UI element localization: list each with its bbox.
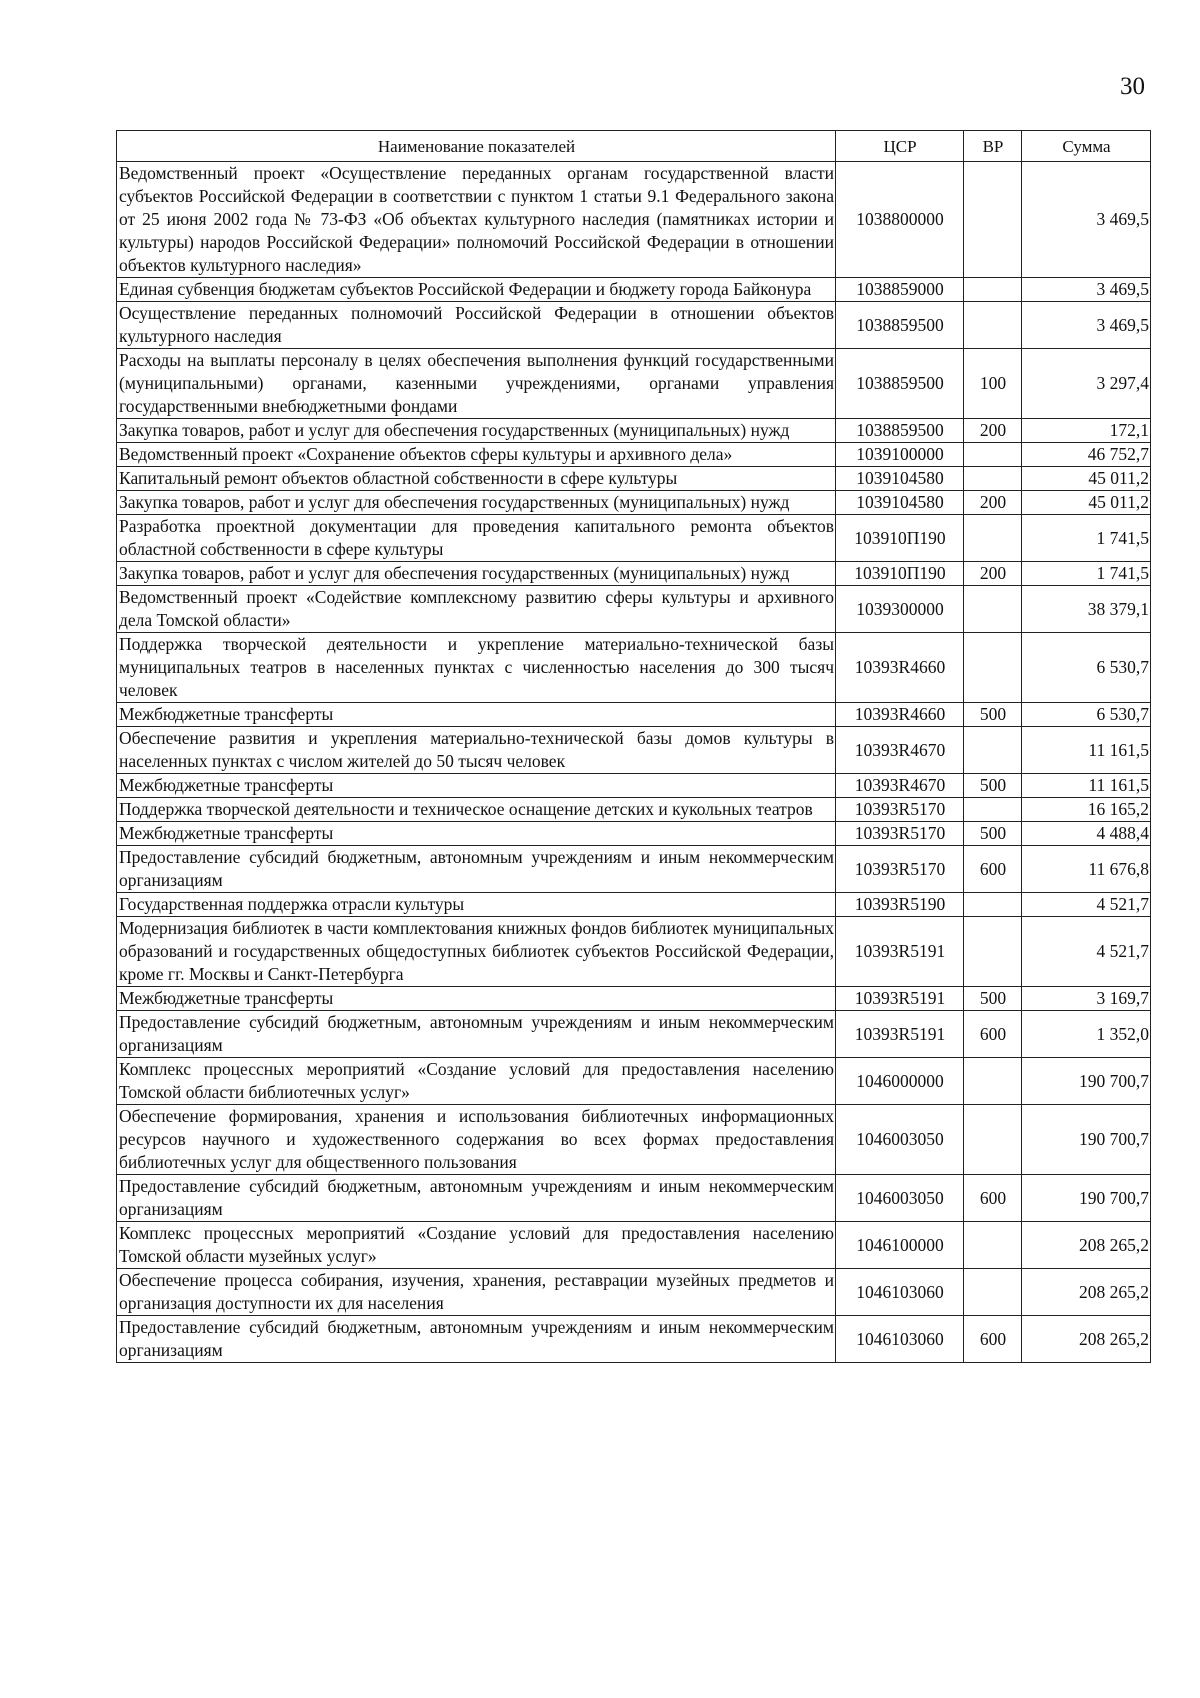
cell-sum: 1 352,0 (1022, 1011, 1151, 1058)
table-row (117, 703, 1151, 727)
cell-csr: 1038800000 (836, 162, 964, 278)
header-vr: ВР (964, 131, 1022, 162)
cell-name: Государственная поддержка отрасли культуры (117, 893, 836, 917)
cell-vr: 500 (964, 987, 1022, 1011)
cell-vr (964, 302, 1022, 349)
cell-sum: 190 700,7 (1022, 1105, 1151, 1175)
cell-csr: 1046103060 (836, 1269, 964, 1316)
cell-vr: 200 (964, 562, 1022, 586)
cell-sum: 3 469,5 (1022, 302, 1151, 349)
cell-csr: 1046100000 (836, 1222, 964, 1269)
cell-vr (964, 586, 1022, 633)
table-row (117, 562, 1151, 586)
table-row (117, 302, 1151, 349)
table-row (117, 798, 1151, 822)
table-row (117, 633, 1151, 703)
cell-csr: 10393R5191 (836, 1011, 964, 1058)
cell-vr: 500 (964, 822, 1022, 846)
cell-vr (964, 467, 1022, 491)
cell-vr (964, 1105, 1022, 1175)
table-row (117, 419, 1151, 443)
cell-csr: 10393R4670 (836, 774, 964, 798)
cell-name: Закупка товаров, работ и услуг для обеспечения государственных (муниципальных) нужд (117, 562, 836, 586)
cell-name: Осуществление переданных полномочий Российской Федерации в отношении объектов культурного наследия (117, 302, 836, 349)
cell-name: Обеспечение развития и укрепления материально-технической базы домов культуры в населенных пунктах с числом жителей до 50 тысяч человек (117, 727, 836, 774)
cell-vr (964, 162, 1022, 278)
cell-sum: 11 161,5 (1022, 727, 1151, 774)
cell-csr: 1039104580 (836, 491, 964, 515)
cell-name: Обеспечение процесса собирания, изучения, хранения, реставрации музейных предметов и организация доступности их для населения (117, 1269, 836, 1316)
cell-name: Модернизация библиотек в части комплектования книжных фондов библиотек муниципальных образований и государственных общедоступных библиотек субъектов Российской Федерации, кроме гг. Москвы и Санкт-Петербурга (117, 917, 836, 987)
cell-csr: 1038859500 (836, 302, 964, 349)
cell-name: Разработка проектной документации для проведения капитального ремонта объектов областной собственности в сфере культуры (117, 515, 836, 562)
cell-name: Межбюджетные трансферты (117, 987, 836, 1011)
table-row (117, 1222, 1151, 1269)
header-csr: ЦСР (836, 131, 964, 162)
cell-csr: 10393R4660 (836, 703, 964, 727)
cell-csr: 10393R5170 (836, 846, 964, 893)
cell-sum: 3 469,5 (1022, 278, 1151, 302)
cell-sum: 45 011,2 (1022, 467, 1151, 491)
cell-sum: 16 165,2 (1022, 798, 1151, 822)
cell-vr (964, 798, 1022, 822)
cell-csr: 1039100000 (836, 443, 964, 467)
cell-sum: 4 521,7 (1022, 893, 1151, 917)
cell-name: Предоставление субсидий бюджетным, автономным учреждениям и иным некоммерческим организациям (117, 1175, 836, 1222)
cell-name: Ведомственный проект «Содействие комплексному развитию сферы культуры и архивного дела Томской области» (117, 586, 836, 633)
cell-name: Поддержка творческой деятельности и укрепление материально-технической базы муниципальных театров в населенных пунктах с численностью населения до 300 тысяч человек (117, 633, 836, 703)
cell-name: Обеспечение формирования, хранения и использования библиотечных информационных ресурсов научного и художественного содержания во всех формах предоставления библиотечных услуг для общественного пользования (117, 1105, 836, 1175)
cell-csr: 1038859500 (836, 419, 964, 443)
cell-name: Комплекс процессных мероприятий «Создание условий для предоставления населению Томской области музейных услуг» (117, 1222, 836, 1269)
cell-sum: 208 265,2 (1022, 1269, 1151, 1316)
cell-vr (964, 917, 1022, 987)
table-row (117, 278, 1151, 302)
cell-sum: 38 379,1 (1022, 586, 1151, 633)
cell-sum: 1 741,5 (1022, 562, 1151, 586)
cell-name: Поддержка творческой деятельности и техническое оснащение детских и кукольных театров (117, 798, 836, 822)
cell-name: Расходы на выплаты персоналу в целях обеспечения выполнения функций государственными (муниципальными) органами, казенными учреждениями, органами управления государственными внебюджетными фондами (117, 349, 836, 419)
cell-sum: 208 265,2 (1022, 1222, 1151, 1269)
cell-sum: 4 488,4 (1022, 822, 1151, 846)
cell-vr: 200 (964, 491, 1022, 515)
cell-vr: 600 (964, 1175, 1022, 1222)
cell-sum: 3 169,7 (1022, 987, 1151, 1011)
table-row (117, 727, 1151, 774)
cell-name: Ведомственный проект «Сохранение объектов сферы культуры и архивного дела» (117, 443, 836, 467)
cell-sum: 190 700,7 (1022, 1058, 1151, 1105)
cell-csr: 1046003050 (836, 1175, 964, 1222)
header-sum: Сумма (1022, 131, 1151, 162)
cell-vr (964, 1058, 1022, 1105)
table-body (117, 162, 1151, 1363)
cell-csr: 103910П190 (836, 515, 964, 562)
cell-vr: 500 (964, 703, 1022, 727)
table-row (117, 162, 1151, 278)
table-row (117, 1011, 1151, 1058)
cell-sum: 190 700,7 (1022, 1175, 1151, 1222)
cell-sum: 172,1 (1022, 419, 1151, 443)
table-row (117, 349, 1151, 419)
table-row (117, 586, 1151, 633)
cell-vr (964, 727, 1022, 774)
header-name: Наименование показателей (117, 131, 836, 162)
table-row (117, 774, 1151, 798)
cell-name: Закупка товаров, работ и услуг для обеспечения государственных (муниципальных) нужд (117, 419, 836, 443)
cell-vr: 600 (964, 846, 1022, 893)
cell-sum: 46 752,7 (1022, 443, 1151, 467)
cell-vr: 500 (964, 774, 1022, 798)
cell-name: Предоставление субсидий бюджетным, автономным учреждениям и иным некоммерческим организациям (117, 1316, 836, 1363)
cell-csr: 10393R5191 (836, 987, 964, 1011)
cell-vr (964, 515, 1022, 562)
cell-csr: 10393R5190 (836, 893, 964, 917)
table-row (117, 467, 1151, 491)
cell-csr: 10393R5170 (836, 822, 964, 846)
cell-csr: 1039300000 (836, 586, 964, 633)
cell-sum: 11 676,8 (1022, 846, 1151, 893)
table-row (117, 1316, 1151, 1363)
cell-csr: 10393R4660 (836, 633, 964, 703)
table-row (117, 491, 1151, 515)
cell-vr (964, 1269, 1022, 1316)
budget-table (116, 130, 1151, 1363)
cell-name: Межбюджетные трансферты (117, 822, 836, 846)
cell-vr: 600 (964, 1316, 1022, 1363)
cell-csr: 10393R5191 (836, 917, 964, 987)
table-header-row (117, 131, 1151, 162)
cell-csr: 10393R5170 (836, 798, 964, 822)
cell-csr: 1046103060 (836, 1316, 964, 1363)
cell-sum: 208 265,2 (1022, 1316, 1151, 1363)
cell-vr: 200 (964, 419, 1022, 443)
cell-sum: 1 741,5 (1022, 515, 1151, 562)
cell-csr: 1046000000 (836, 1058, 964, 1105)
cell-name: Капитальный ремонт объектов областной собственности в сфере культуры (117, 467, 836, 491)
cell-vr (964, 633, 1022, 703)
cell-csr: 1046003050 (836, 1105, 964, 1175)
table-row (117, 1105, 1151, 1175)
cell-name: Предоставление субсидий бюджетным, автономным учреждениям и иным некоммерческим организациям (117, 1011, 836, 1058)
cell-sum: 6 530,7 (1022, 633, 1151, 703)
cell-name: Предоставление субсидий бюджетным, автономным учреждениям и иным некоммерческим организациям (117, 846, 836, 893)
page-number: 30 (1120, 73, 1145, 100)
table-row (117, 917, 1151, 987)
cell-vr (964, 1222, 1022, 1269)
cell-name: Ведомственный проект «Осуществление переданных органам государственной власти субъектов Российской Федерации в соответствии с пунктом 1 статьи 9.1 Федерального закона от 25 июня 2002 года № 73-ФЗ «Об объектах культурного наследия (памятниках истории и культуры) народов Российской Федерации» полномочий Российской Федерации в отношении объектов культурного наследия» (117, 162, 836, 278)
table-row (117, 1058, 1151, 1105)
cell-csr: 10393R4670 (836, 727, 964, 774)
cell-vr (964, 893, 1022, 917)
table-row (117, 443, 1151, 467)
cell-name: Единая субвенция бюджетам субъектов Российской Федерации и бюджету города Байконура (117, 278, 836, 302)
table-row (117, 893, 1151, 917)
cell-vr: 100 (964, 349, 1022, 419)
cell-sum: 4 521,7 (1022, 917, 1151, 987)
table-row (117, 822, 1151, 846)
cell-name: Закупка товаров, работ и услуг для обеспечения государственных (муниципальных) нужд (117, 491, 836, 515)
table-row (117, 1175, 1151, 1222)
cell-vr: 600 (964, 1011, 1022, 1058)
table-row (117, 1269, 1151, 1316)
cell-sum: 45 011,2 (1022, 491, 1151, 515)
cell-csr: 103910П190 (836, 562, 964, 586)
cell-csr: 1039104580 (836, 467, 964, 491)
table-row (117, 987, 1151, 1011)
cell-name: Межбюджетные трансферты (117, 774, 836, 798)
cell-sum: 6 530,7 (1022, 703, 1151, 727)
cell-name: Комплекс процессных мероприятий «Создание условий для предоставления населению Томской области библиотечных услуг» (117, 1058, 836, 1105)
table-row (117, 515, 1151, 562)
table-row (117, 846, 1151, 893)
cell-sum: 3 297,4 (1022, 349, 1151, 419)
cell-csr: 1038859500 (836, 349, 964, 419)
cell-sum: 11 161,5 (1022, 774, 1151, 798)
cell-sum: 3 469,5 (1022, 162, 1151, 278)
cell-vr (964, 278, 1022, 302)
cell-vr (964, 443, 1022, 467)
cell-name: Межбюджетные трансферты (117, 703, 836, 727)
cell-csr: 1038859000 (836, 278, 964, 302)
